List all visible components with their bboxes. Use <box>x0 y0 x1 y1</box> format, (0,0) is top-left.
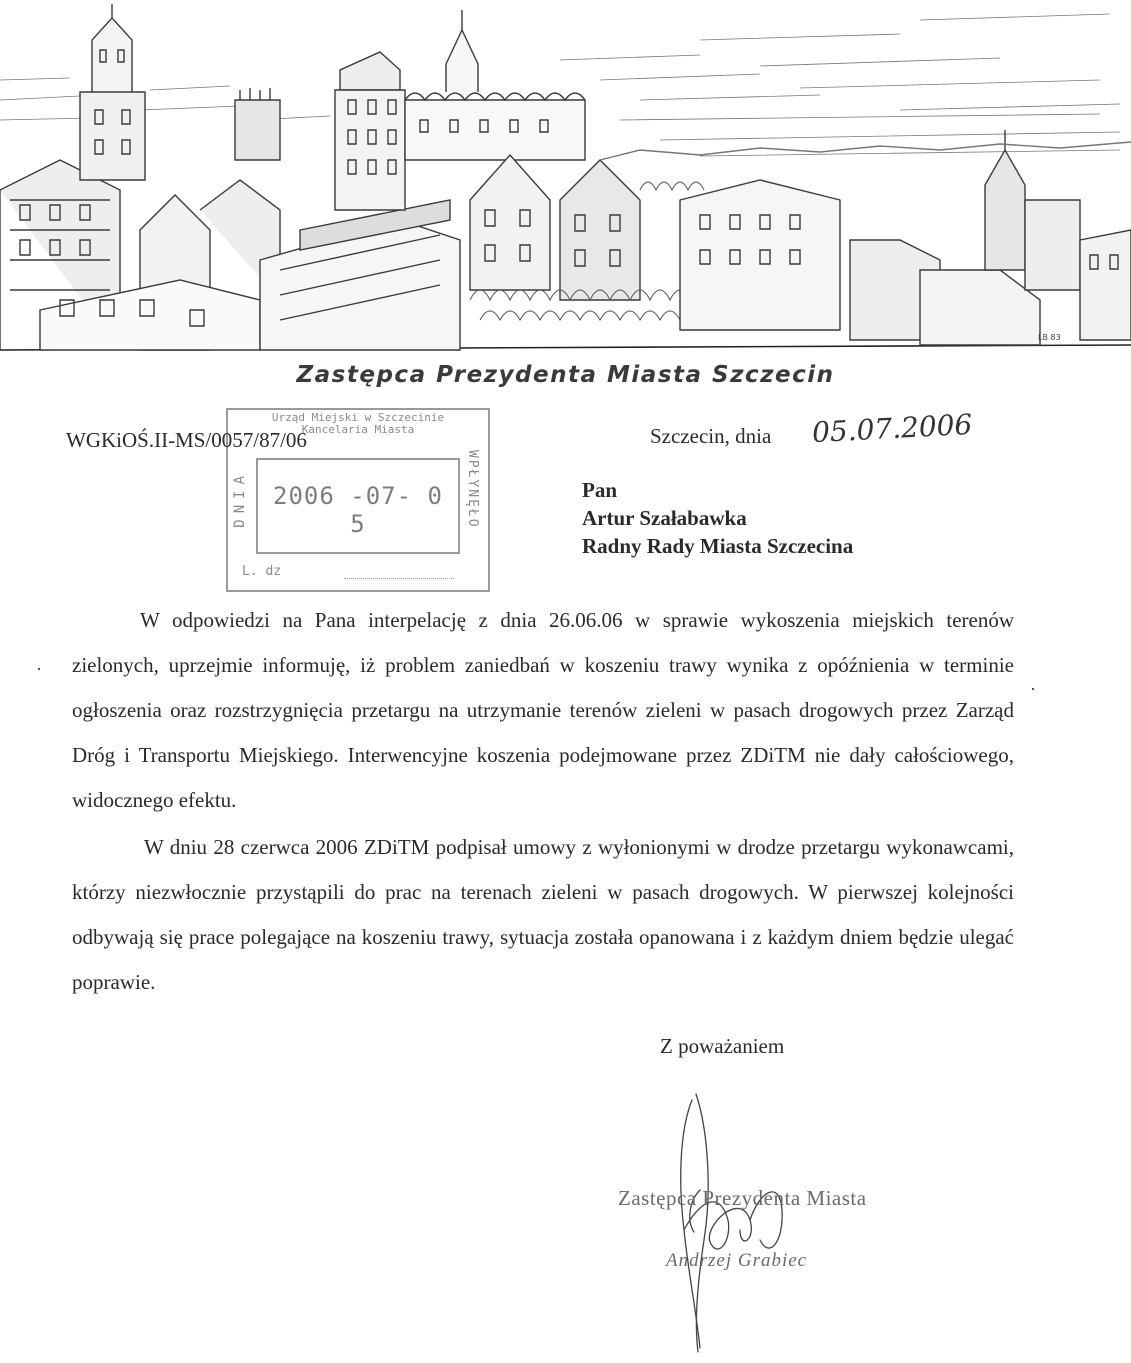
recipient-block <box>582 476 853 560</box>
signatory-title: Zastępca Prezydenta Miasta <box>618 1186 867 1210</box>
stamp-left-label: DNIA <box>232 470 248 528</box>
body-paragraph-2: W dniu 28 czerwca 2006 ZDiTM podpisał umowy z wyłonionymi w drodze przetargu wykonawcami, którzy niezwłocznie przystąpili do prac na terenach zieleni w pasach drogowych. W pierwszej kolejności odbywają się prace polegające na koszeniu trawy, sytuacja została opanowana i z każdym dniem będzie ulegać poprawie. <box>72 835 1014 994</box>
stamp-office-line2: Kancelaria Miasta <box>301 423 415 436</box>
handwritten-date: 05.07.2006 <box>811 407 974 450</box>
office-title: Zastępca Prezydenta Miasta Szczecin <box>296 362 835 388</box>
stamp-date: 2006 -07- 0 5 <box>273 482 443 538</box>
stamp-office-line1: Urząd Miejski w Szczecinie <box>271 411 445 424</box>
scan-speck <box>38 668 40 670</box>
recipient-role: Radny Rady Miasta Szczecina <box>582 534 854 558</box>
closing-salutation: Z poważaniem <box>660 1034 785 1058</box>
recipient-name: Artur Szałabawka <box>582 506 747 530</box>
city-panorama-illustration <box>0 0 1131 360</box>
recipient-salutation: Pan <box>582 478 618 502</box>
stamp-ldz-label: L. dz <box>242 564 282 579</box>
date-label: Szczecin, dnia <box>650 424 772 448</box>
stamp-ldz-line <box>344 578 454 579</box>
body-paragraph-1: W odpowiedzi na Pana interpelację z dnia 26.06.06 w sprawie wykoszenia miejskich terenów zielonych, uprzejmie informuję, iż problem zaniedbań w koszeniu trawy wynika z opóźnienia w terminie ogłoszenia oraz rozstrzygnięcia przetargu na utrzymanie terenów zieleni w pasach drogowych przez Zarząd Dróg i Transportu Miejskiego. Interwencyjne koszenia podejmowane przez ZDiTM nie dały całościowego, widocznego efektu. <box>72 608 1014 812</box>
reference-number: WGKiOŚ.II-MS/0057/87/06 <box>66 428 307 452</box>
letter-body <box>72 598 1014 1005</box>
svg-text:LB 83: LB 83 <box>1038 333 1061 342</box>
scan-speck <box>1032 688 1034 690</box>
stamp-right-label: WPŁYNĘŁO <box>465 450 480 529</box>
handwritten-signature <box>600 1070 960 1360</box>
signatory-name: Andrzej Grabiec <box>666 1250 808 1271</box>
stamp-date-box <box>256 458 460 554</box>
